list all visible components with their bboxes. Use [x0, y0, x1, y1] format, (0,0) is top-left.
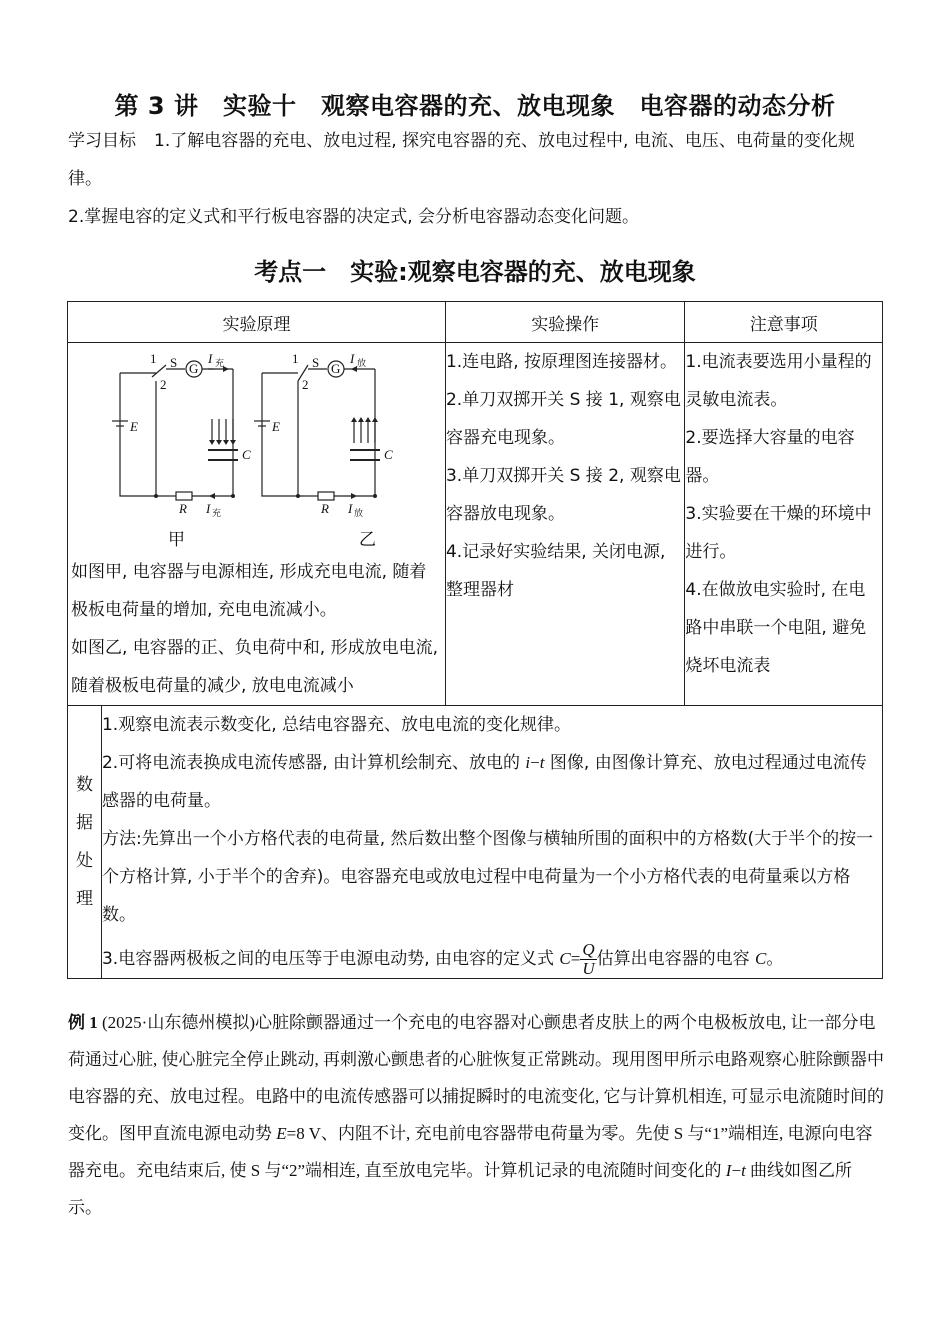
yi-switch: S — [312, 355, 320, 370]
jia-current-bottom: I — [206, 501, 211, 516]
yi-current-bottom-sub: 放 — [354, 508, 364, 518]
capacitance-fraction: $\frac{Q}{U}$ — [582, 939, 595, 978]
principle-cell — [68, 343, 446, 706]
note-3: 3.实验要在干燥的环境中进行。 — [685, 504, 872, 562]
jia-battery: E — [130, 419, 138, 434]
yi-meter: G — [331, 361, 341, 376]
yi-pos2: 2 — [302, 377, 309, 392]
data-line-1: 1.观察电流表示数变化, 总结电容器充、放电电流的变化规律。 — [101, 715, 572, 735]
data-method: 方法:先算出一个小方格代表的电荷量, 然后数出整个图像与横轴所围的面积中的方格数(大于半个的按一个方格计算, 小于半个的舍弃)。电容器充电或放电过程中电荷量为一个小方格代表的电荷量乘以方格数。 — [101, 829, 874, 925]
jia-pos2: 2 — [160, 377, 167, 392]
page-title: 第 3 讲 实验十 观察电容器的充、放电现象 电容器的动态分析 — [114, 92, 836, 120]
header-notes: 注意事项 — [685, 302, 883, 343]
jia-current-bottom-sub: 充 — [212, 508, 222, 518]
yi-pos1: 1 — [292, 351, 299, 366]
jia-cap: C — [242, 447, 251, 462]
section-title: 考点一 实验:观察电容器的充、放电现象 — [254, 258, 696, 286]
data-processing-label: 数 据 处 理 — [68, 706, 102, 979]
yi-current: I — [350, 351, 355, 366]
operation-step-2: 2.单刀双掷开关 S 接 1, 观察电容器充电现象。 — [445, 390, 681, 448]
circuit-diagrams — [68, 343, 444, 523]
jia-current-sub: 充 — [215, 358, 225, 368]
note-1: 1.电流表要选用小量程的灵敏电流表。 — [685, 352, 872, 410]
jia-current: I — [208, 351, 213, 366]
header-principle: 实验原理 — [68, 302, 446, 343]
data-processing-cell — [101, 706, 882, 979]
principle-text-1: 如图甲, 电容器与电源相连, 形成充电电流, 随着极板电荷量的增加, 充电电流减小。 — [71, 562, 427, 620]
operation-step-3: 3.单刀双掷开关 S 接 2, 观察电容器放电现象。 — [445, 466, 681, 524]
note-2: 2.要选择大容量的电容器。 — [685, 428, 855, 486]
experiment-table — [67, 301, 883, 979]
notes-cell — [685, 343, 883, 706]
example-label: 例 1 — [68, 1013, 98, 1032]
goal-item-1: 1.了解电容器的充电、放电过程, 探究电容器的充、放电过程中, 电流、电压、电荷量的变化规律。 — [68, 131, 855, 189]
yi-resistor: R — [321, 501, 329, 516]
yi-current-sub: 放 — [357, 358, 367, 368]
figure-label-jia: 甲 — [168, 530, 185, 550]
learning-goals — [68, 122, 888, 236]
figure-label-yi: 乙 — [359, 530, 376, 550]
jia-resistor: R — [179, 501, 187, 516]
header-operation: 实验操作 — [445, 302, 684, 343]
note-4: 4.在做放电实验时, 在电路中串联一个电阻, 避免烧坏电流表 — [685, 580, 867, 676]
yi-battery: E — [272, 419, 280, 434]
jia-meter: G — [189, 361, 199, 376]
data-line-2: 2.可将电流表换成电流传感器, 由计算机绘制充、放电的 i−t 图像, 由图像计算充、放电过程通过电流传感器的电荷量。 — [101, 753, 867, 811]
operation-step-4: 4.记录好实验结果, 关闭电源, 整理器材 — [445, 542, 666, 600]
operations-cell — [445, 343, 684, 706]
principle-text-2: 如图乙, 电容器的正、负电荷中和, 形成放电电流, 随着极板电荷量的减少, 放电电流减小 — [71, 638, 439, 696]
jia-switch: S — [170, 355, 178, 370]
goals-label: 学习目标 — [68, 131, 136, 151]
yi-current-bottom: I — [348, 501, 353, 516]
data-line-3: 3.电容器两极板之间的电压等于电源电动势, 由电容的定义式 C= $\frac{Q}{U}$ 估算出电容器的电容 C。 — [101, 939, 784, 978]
goal-item-2: 2.掌握电容的定义式和平行板电容器的决定式, 会分析电容器动态变化问题。 — [68, 207, 640, 227]
yi-cap: C — [384, 447, 393, 462]
example-1: 例 1 (2025·山东德州模拟)心脏除颤器通过一个充电的电容器对心颤患者皮肤上的两个电极板放电, 让一部分电荷通过心脏, 使心脏完全停止跳动, 再刺激心颤患者的心脏恢复正常跳动。现用图甲所示电路观察心脏除颤器中电容器的充、放电过程。电路中的电流传感器可以捕捉瞬时的电流变化, 它与计算机相连, 可显示电流随时间的变化。图甲直流电源电动势 E=8 V、内阻不计, 充电前电容器带电荷量为零。先使 S 与“1”端相连, 电源向电容器充电。充电结束后, 使 S 与“2”端相连, 直至放电完毕。计算机记录的电流随时间变化的 I−t 曲线如图乙所示。 — [68, 1013, 884, 1217]
operation-step-1: 1.连电路, 按原理图连接器材。 — [445, 352, 677, 372]
jia-pos1: 1 — [150, 351, 157, 366]
